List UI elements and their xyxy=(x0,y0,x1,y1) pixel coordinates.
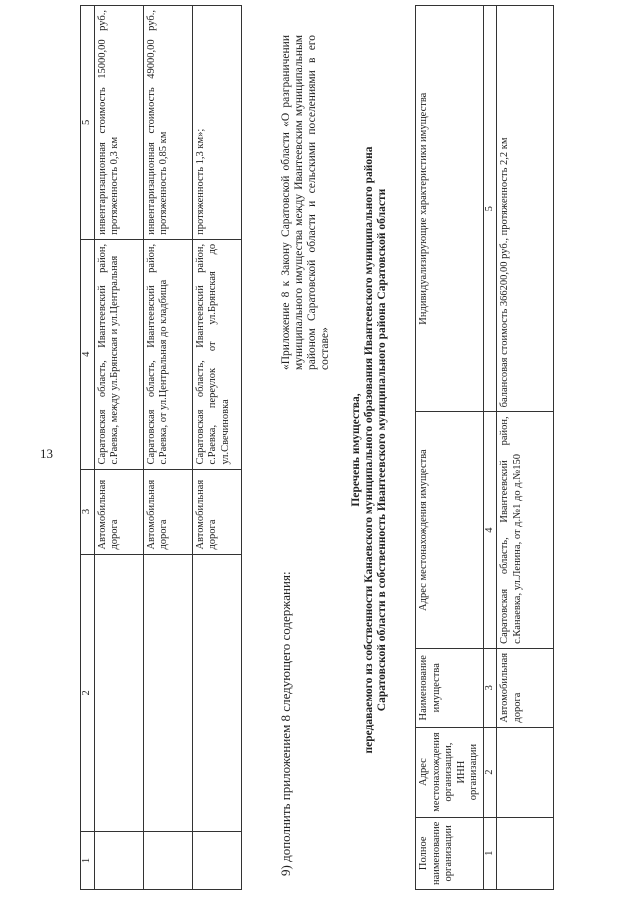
column-index: 1 xyxy=(81,832,95,890)
property-address: Саратовская область, Ивантеевский район, с.Раевка, от ул.Центральная до кладбища xyxy=(143,239,192,469)
column-header: Полное наименование организации xyxy=(416,817,484,889)
table-header-row xyxy=(416,6,484,890)
column-index: 2 xyxy=(81,554,95,832)
property-characteristics: протяженность 1,3 км»; xyxy=(192,6,241,240)
column-index: 5 xyxy=(81,6,95,240)
list-heading-line: передаваемого из собственности Канаевского муниципального образования Ивантеевского муниципального района xyxy=(363,146,375,754)
property-name: Автомобильная дорога xyxy=(94,469,143,554)
column-header: Адрес местонахождения имущества xyxy=(416,412,484,649)
column-index: 2 xyxy=(483,727,497,817)
table-cell xyxy=(143,554,192,832)
property-name: Автомобильная дорога xyxy=(497,648,554,727)
table-cell xyxy=(497,727,554,817)
list-heading-line: Саратовской области в собственность Ивантеевского муниципального района Саратовской области xyxy=(376,188,388,712)
table-cell xyxy=(192,554,241,832)
column-index-row xyxy=(81,6,95,890)
property-address: Саратовская область, Ивантеевский район, с.Канаевка, ул.Ленина, от д.№1 до д.№150 xyxy=(497,412,554,649)
table-row xyxy=(94,6,143,890)
column-header: Адрес местонахождения организации, ИНН организации xyxy=(416,727,484,817)
table-cell xyxy=(94,554,143,832)
property-transfer-table xyxy=(415,5,554,890)
table-row xyxy=(143,6,192,890)
property-name: Автомобильная дорога xyxy=(192,469,241,554)
column-index-row xyxy=(483,6,497,890)
column-header: Наименование имущества xyxy=(416,648,484,727)
property-address: Саратовская область, Ивантеевский район, с.Раевка, переулок от ул.Брянская до ул.Свечиновка xyxy=(192,239,241,469)
table-cell xyxy=(192,832,241,890)
page-number: 13 xyxy=(40,446,53,461)
property-characteristics: балансовая стоимость 366200,00 руб., протяженность 2,2 км xyxy=(497,6,554,412)
table-row xyxy=(192,6,241,890)
column-index: 1 xyxy=(483,817,497,889)
column-header: Индивидуализирующие характеристики имущества xyxy=(416,6,484,412)
table-row xyxy=(497,6,554,890)
column-index: 3 xyxy=(81,469,95,554)
column-index: 5 xyxy=(483,6,497,412)
list-heading-line: Перечень имущества, xyxy=(350,393,362,507)
table-cell xyxy=(94,832,143,890)
column-index: 4 xyxy=(81,239,95,469)
table-cell xyxy=(143,832,192,890)
list-heading xyxy=(350,30,389,870)
table-cell xyxy=(497,817,554,889)
property-address: Саратовская область, Ивантеевский район, с.Раевка, между ул.Брянская и ул.Центральная xyxy=(94,239,143,469)
amendment-intro: 9) дополнить приложением 8 следующего содержания: xyxy=(278,571,293,876)
property-name: Автомобильная дорога xyxy=(143,469,192,554)
column-index: 4 xyxy=(483,412,497,649)
property-characteristics: инвентаризационная стоимость 15000,00 руб., протяженность 0,3 км xyxy=(94,6,143,240)
property-characteristics: инвентаризационная стоимость 49000,00 руб., протяженность 0,85 км xyxy=(143,6,192,240)
rotated-page-content xyxy=(80,5,640,890)
appendix-caption: «Приложение 8 к Закону Саратовской области «О разграничении муниципального имущества между Ивантеевским муниципальным районом Саратовской области и сельскими поселениями в его составе» xyxy=(280,35,331,370)
property-table-continued xyxy=(80,5,242,890)
column-index: 3 xyxy=(483,648,497,727)
